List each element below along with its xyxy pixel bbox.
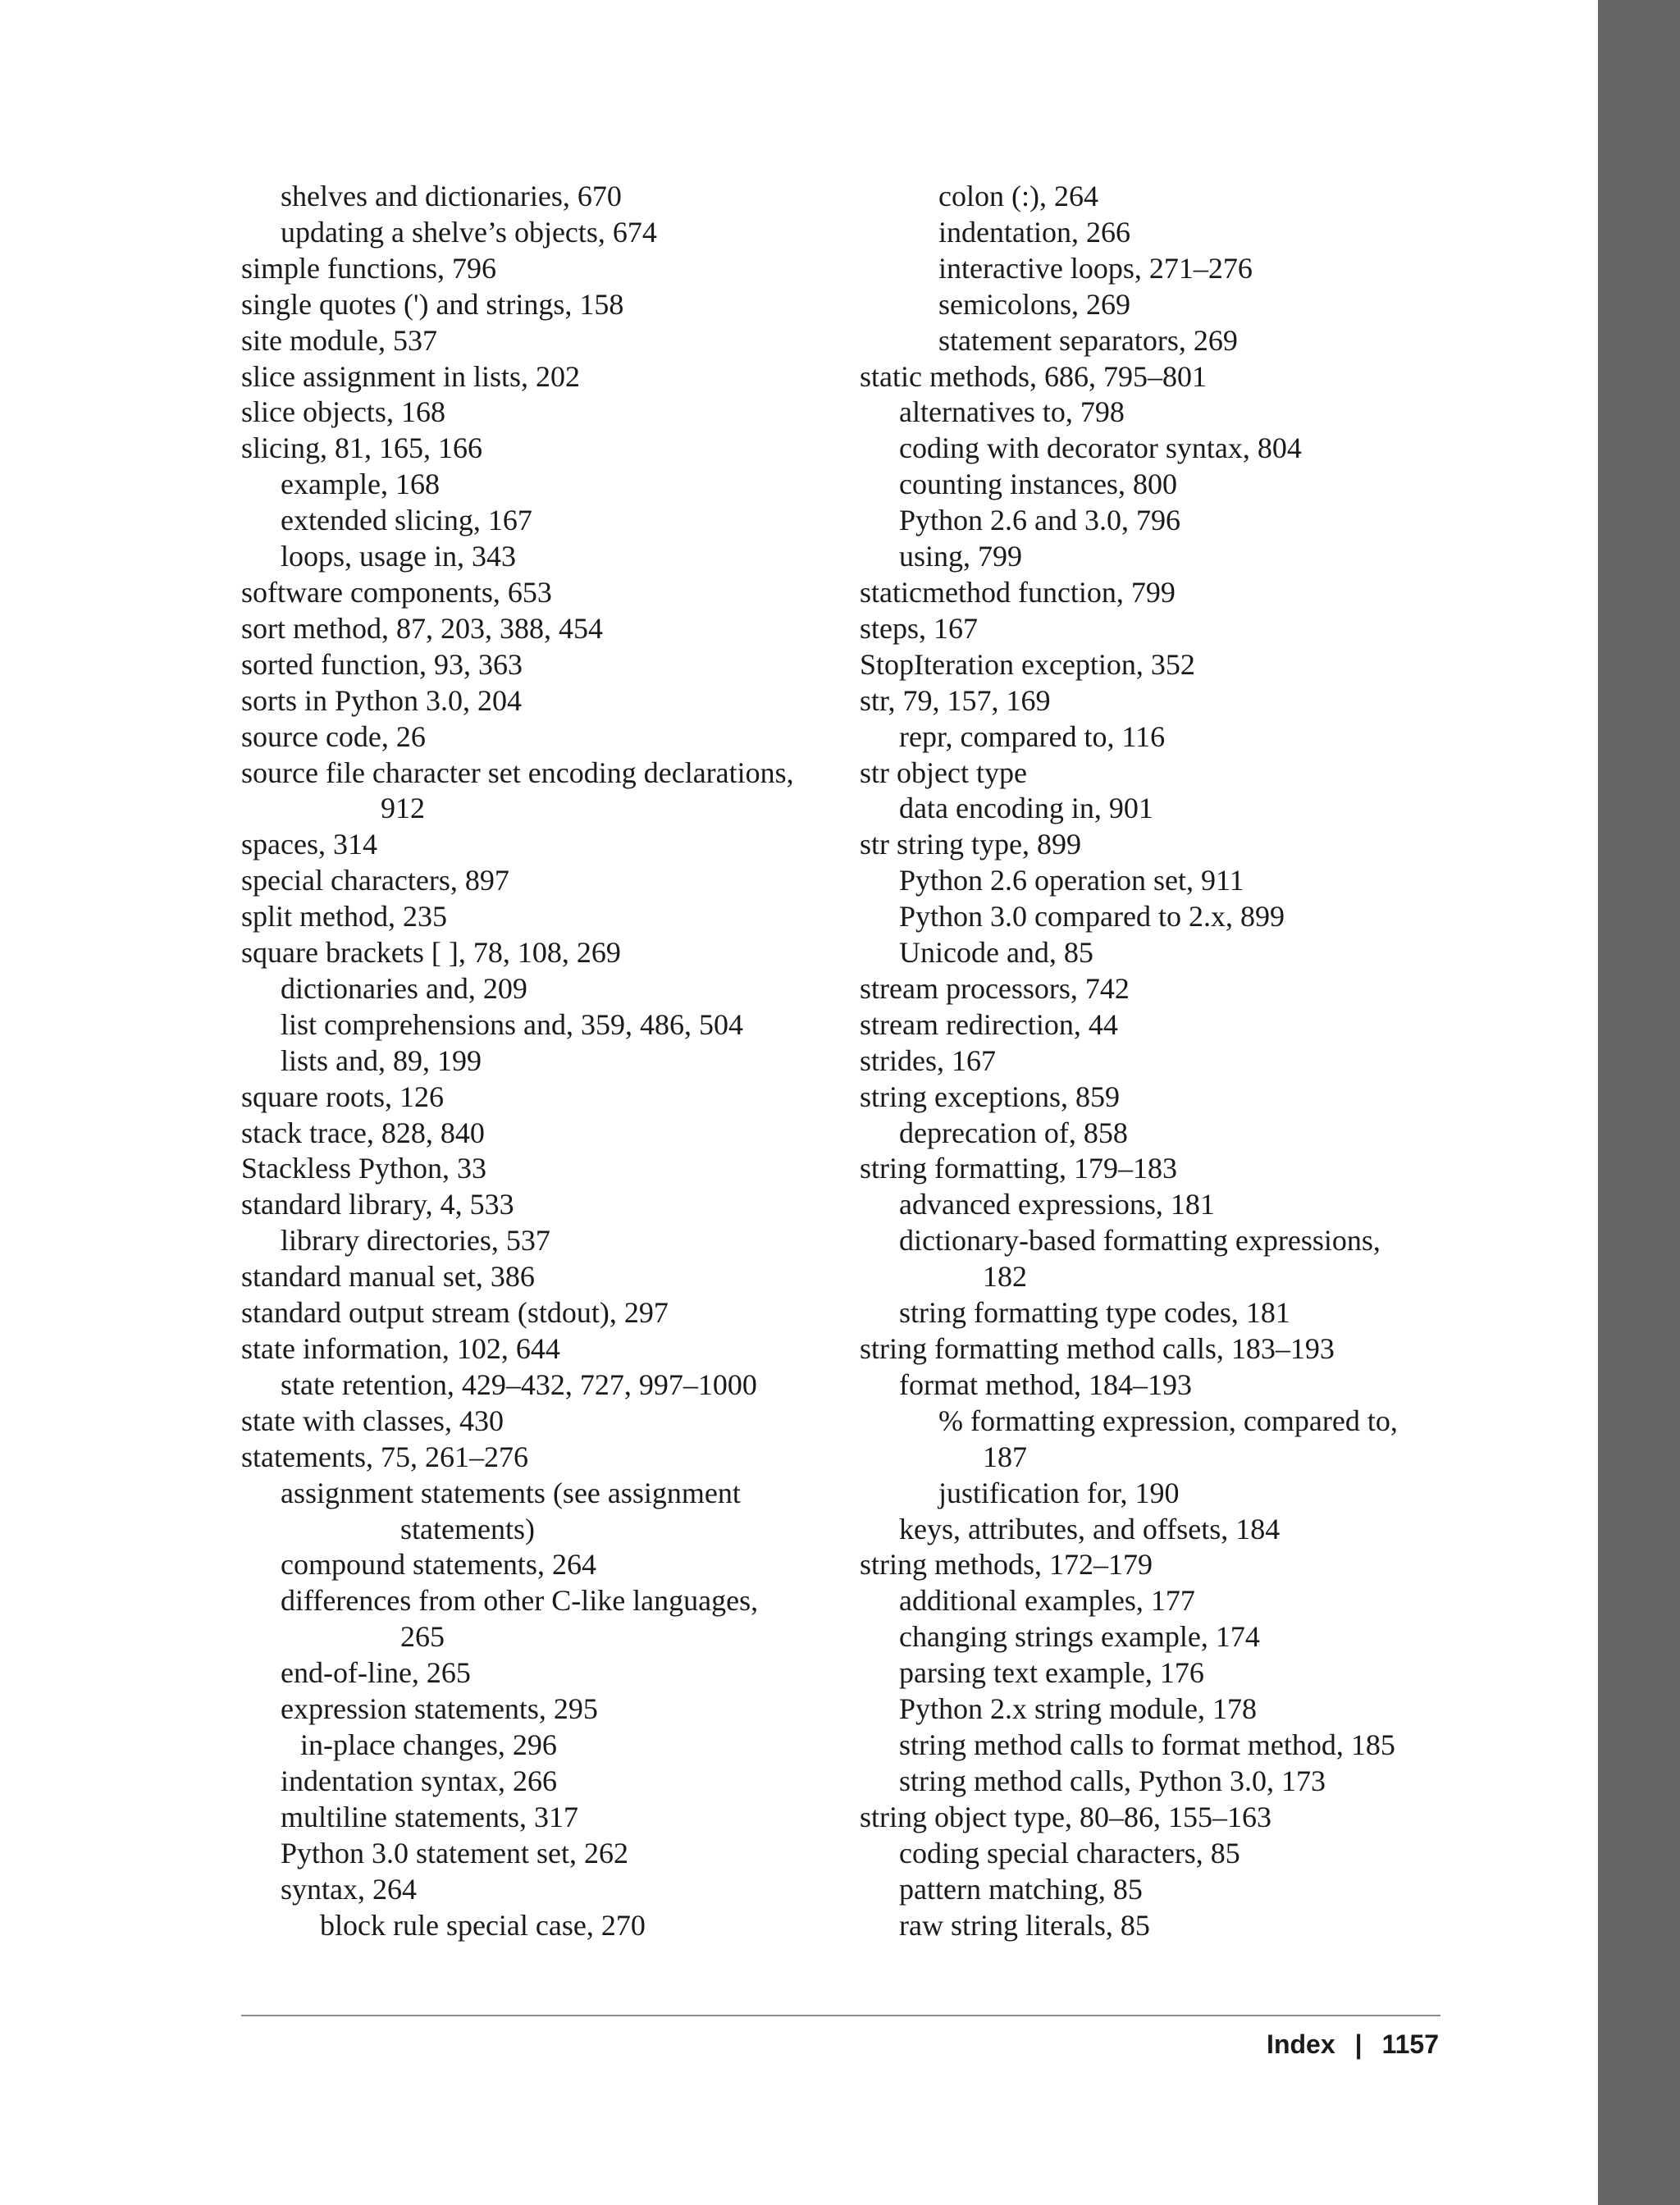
index-entry xyxy=(860,1764,1450,1800)
index-entry xyxy=(241,1836,832,1872)
index-entry xyxy=(241,1187,832,1223)
index-entry xyxy=(860,1043,1450,1080)
index-entry-text: statement separators, 269 xyxy=(938,323,1238,357)
index-entry-text: changing strings example, 174 xyxy=(899,1620,1260,1654)
index-entry xyxy=(241,179,832,215)
index-entry-text: differences from other C-like languages, xyxy=(281,1584,759,1618)
index-entry xyxy=(241,467,832,503)
index-entry-text: standard output stream (stdout), 297 xyxy=(241,1296,669,1330)
index-entry xyxy=(860,1007,1450,1043)
index-entry-continuation: 182 xyxy=(983,1260,1027,1294)
index-entry-text: string method calls to format method, 185 xyxy=(899,1728,1395,1761)
index-entry xyxy=(860,647,1450,683)
index-entry xyxy=(860,1800,1450,1836)
index-entry-continuation: 912 xyxy=(381,792,425,825)
index-entry xyxy=(241,899,832,935)
index-entry xyxy=(241,1295,832,1331)
index-entry-text: strides, 167 xyxy=(860,1043,996,1077)
index-entry xyxy=(241,359,832,395)
index-entry-text: semicolons, 269 xyxy=(938,287,1130,321)
index-entry-text: source code, 26 xyxy=(241,719,426,753)
index-entry xyxy=(241,1764,832,1800)
index-entry xyxy=(241,1800,832,1836)
index-entry-text: stream processors, 742 xyxy=(860,971,1130,1005)
index-entry-text: dictionaries and, 209 xyxy=(281,971,527,1005)
index-entry xyxy=(860,1367,1450,1404)
index-entry xyxy=(241,323,832,359)
index-entry xyxy=(241,1116,832,1152)
index-entry-text: % formatting expression, compared to, xyxy=(938,1404,1398,1437)
index-entry xyxy=(860,1512,1450,1548)
index-entry-text: sorted function, 93, 363 xyxy=(241,647,523,681)
index-entry xyxy=(241,611,832,647)
index-entry xyxy=(241,1223,832,1259)
index-entry-text: deprecation of, 858 xyxy=(899,1116,1128,1149)
index-entry-text: special characters, 897 xyxy=(241,864,509,897)
index-entry-text: site module, 537 xyxy=(241,323,437,357)
index-entry-text: indentation, 266 xyxy=(938,215,1130,249)
index-entry xyxy=(241,251,832,287)
index-entry-text: Python 3.0 statement set, 262 xyxy=(281,1836,628,1869)
index-entry xyxy=(860,431,1450,467)
index-entry xyxy=(860,1404,1450,1440)
index-entry xyxy=(241,1476,832,1512)
index-entry-text: split method, 235 xyxy=(241,900,447,934)
index-entry-text: slice assignment in lists, 202 xyxy=(241,359,580,393)
index-entry-text: string formatting method calls, 183–193 xyxy=(860,1332,1335,1365)
index-entry xyxy=(241,1583,832,1619)
index-entry-text: Python 2.6 operation set, 911 xyxy=(899,864,1244,897)
index-entry-text: single quotes (') and strings, 158 xyxy=(241,287,624,321)
index-entry-text: simple functions, 796 xyxy=(241,251,496,285)
index-entry xyxy=(860,1547,1450,1583)
index-entry xyxy=(241,431,832,467)
index-entry-text: stream redirection, 44 xyxy=(860,1007,1118,1041)
index-entry-text: Python 3.0 compared to 2.x, 899 xyxy=(899,900,1285,934)
index-entry xyxy=(860,1691,1450,1728)
index-entry-text: shelves and dictionaries, 670 xyxy=(281,180,622,212)
index-entry-text: source file character set encoding declarations, xyxy=(241,756,794,789)
index-entry xyxy=(860,1476,1450,1512)
index-entry xyxy=(860,179,1450,215)
index-entry xyxy=(241,1043,832,1080)
index-entry-text: dictionary-based formatting expressions, xyxy=(899,1224,1381,1258)
index-entry-text: raw string literals, 85 xyxy=(899,1908,1150,1942)
index-entry xyxy=(860,575,1450,611)
index-entry-text: updating a shelve’s objects, 674 xyxy=(281,215,657,249)
index-entry-text: statements, 75, 261–276 xyxy=(241,1440,528,1473)
index-entry xyxy=(860,395,1450,431)
index-entry xyxy=(241,1367,832,1404)
index-entry xyxy=(241,863,832,899)
index-entry xyxy=(860,1655,1450,1691)
page-edge-tab xyxy=(1598,0,1680,2205)
index-entry-text: advanced expressions, 181 xyxy=(899,1188,1215,1221)
index-entry xyxy=(241,1259,832,1295)
index-entry-text: slicing, 81, 165, 166 xyxy=(241,431,482,465)
index-entry xyxy=(241,683,832,719)
index-entry-text: interactive loops, 271–276 xyxy=(938,251,1253,285)
index-entry xyxy=(860,971,1450,1007)
index-entry-text: state with classes, 430 xyxy=(241,1404,504,1437)
index-entry xyxy=(860,791,1450,827)
index-entry xyxy=(241,1440,832,1476)
index-entry-text: syntax, 264 xyxy=(281,1872,417,1906)
index-entry xyxy=(241,756,832,792)
index-entry xyxy=(860,1583,1450,1619)
index-entry-text: multiline statements, 317 xyxy=(281,1800,578,1833)
index-entry-text: stack trace, 828, 840 xyxy=(241,1116,485,1149)
index-entry xyxy=(860,1872,1450,1908)
index-entry xyxy=(860,503,1450,539)
index-entry-text: expression statements, 295 xyxy=(281,1692,598,1726)
index-entry xyxy=(860,467,1450,503)
index-entry xyxy=(860,1331,1450,1367)
index-entry-text: keys, attributes, and offsets, 184 xyxy=(899,1512,1281,1545)
index-entry-text: additional examples, 177 xyxy=(899,1584,1195,1618)
index-entry-text: alternatives to, 798 xyxy=(899,395,1125,429)
index-entry-text: slice objects, 168 xyxy=(241,395,445,429)
index-entry-text: state retention, 429–432, 727, 997–1000 xyxy=(281,1367,757,1401)
index-entry xyxy=(860,1116,1450,1152)
footer-separator: | xyxy=(1354,2029,1363,2059)
page-footer xyxy=(1267,2029,1439,2060)
index-entry-text: state information, 102, 644 xyxy=(241,1332,560,1365)
index-entry xyxy=(241,1007,832,1043)
index-entry-text: coding with decorator syntax, 804 xyxy=(899,431,1302,465)
index-entry xyxy=(241,395,832,431)
index-entry xyxy=(241,719,832,756)
index-entry xyxy=(241,1547,832,1583)
index-entry-text: standard manual set, 386 xyxy=(241,1260,535,1294)
index-entry-text: colon (:), 264 xyxy=(938,180,1098,212)
index-entry xyxy=(860,1151,1450,1187)
index-entry xyxy=(241,1080,832,1116)
index-entry xyxy=(860,611,1450,647)
index-entry-text: justification for, 190 xyxy=(938,1476,1180,1509)
index-entry-text: square roots, 126 xyxy=(241,1080,444,1113)
index-entry-text: string exceptions, 859 xyxy=(860,1080,1120,1113)
index-entry-text: coding special characters, 85 xyxy=(899,1836,1240,1869)
index-entry xyxy=(860,1908,1450,1944)
index-entry-text: using, 799 xyxy=(899,540,1023,573)
index-entry xyxy=(860,1728,1450,1764)
index-entry xyxy=(860,539,1450,575)
index-entry-text: str object type xyxy=(860,756,1027,789)
index-entry-text: pattern matching, 85 xyxy=(899,1872,1143,1906)
index-entry xyxy=(860,251,1450,287)
index-entry xyxy=(860,287,1450,323)
index-entry-text: staticmethod function, 799 xyxy=(860,575,1176,609)
index-entry-text: repr, compared to, 116 xyxy=(899,719,1166,753)
index-entry-text: library directories, 537 xyxy=(281,1224,550,1258)
index-entry xyxy=(860,1836,1450,1872)
index-entry xyxy=(860,899,1450,935)
index-entry-continuation: 187 xyxy=(983,1440,1027,1473)
index-entry-text: counting instances, 800 xyxy=(899,468,1177,501)
index-entry xyxy=(241,287,832,323)
index-entry xyxy=(860,683,1450,719)
index-entry-text: string methods, 172–179 xyxy=(860,1548,1153,1582)
index-entry-text: spaces, 314 xyxy=(241,828,377,861)
index-entry xyxy=(241,1331,832,1367)
index-entry xyxy=(860,1187,1450,1223)
index-entry-text: Unicode and, 85 xyxy=(899,936,1093,970)
index-entry xyxy=(241,1728,832,1764)
index-entry-text: assignment statements (see assignment xyxy=(281,1476,741,1509)
index-entry xyxy=(241,575,832,611)
index-entry-text: string formatting, 179–183 xyxy=(860,1152,1177,1185)
index-entry xyxy=(241,971,832,1007)
index-entry-text: str, 79, 157, 169 xyxy=(860,683,1051,717)
page-number: 1157 xyxy=(1381,2029,1439,2059)
index-entry-text: lists and, 89, 199 xyxy=(281,1043,482,1077)
index-entry xyxy=(860,756,1450,792)
index-entry-text: sorts in Python 3.0, 204 xyxy=(241,683,523,717)
index-entry xyxy=(860,323,1450,359)
index-entry-text: data encoding in, 901 xyxy=(899,792,1153,825)
index-entry-text: Python 2.x string module, 178 xyxy=(899,1692,1258,1726)
index-entry xyxy=(241,935,832,971)
index-entry-text: example, 168 xyxy=(281,468,440,501)
index-entry-text: parsing text example, 176 xyxy=(899,1656,1204,1690)
index-entry-text: standard library, 4, 533 xyxy=(241,1188,514,1221)
index-entry xyxy=(860,827,1450,863)
index-entry-text: StopIteration exception, 352 xyxy=(860,647,1195,681)
index-entry-text: compound statements, 264 xyxy=(281,1548,596,1582)
index-column-left xyxy=(241,179,832,1943)
index-entry-text: Python 2.6 and 3.0, 796 xyxy=(899,504,1181,537)
index-entry xyxy=(860,863,1450,899)
index-entry-text: square brackets [ ], 78, 108, 269 xyxy=(241,936,621,970)
index-column-right xyxy=(860,179,1450,1943)
index-entry xyxy=(241,1655,832,1691)
index-entry-text: list comprehensions and, 359, 486, 504 xyxy=(281,1007,743,1041)
index-entry-text: software components, 653 xyxy=(241,575,552,609)
index-entry xyxy=(241,503,832,539)
index-entry-text: string formatting type codes, 181 xyxy=(899,1296,1290,1330)
index-entry xyxy=(860,1223,1450,1259)
index-entry xyxy=(241,1872,832,1908)
index-entry xyxy=(241,1908,832,1944)
index-entry-text: block rule special case, 270 xyxy=(320,1908,646,1942)
index-entry xyxy=(860,935,1450,971)
index-entry xyxy=(860,719,1450,756)
index-entry xyxy=(241,1404,832,1440)
index-entry-text: string method calls, Python 3.0, 173 xyxy=(899,1764,1326,1797)
index-entry-text: indentation syntax, 266 xyxy=(281,1764,557,1797)
index-entry xyxy=(241,215,832,251)
index-entry-text: static methods, 686, 795–801 xyxy=(860,359,1207,393)
footer-section-label: Index xyxy=(1267,2029,1335,2059)
index-entry xyxy=(860,1295,1450,1331)
index-entry xyxy=(241,1691,832,1728)
index-entry xyxy=(241,539,832,575)
footer-rule xyxy=(241,2015,1440,2016)
index-entry xyxy=(860,1080,1450,1116)
index-entry xyxy=(241,1151,832,1187)
index-entry-text: str string type, 899 xyxy=(860,828,1081,861)
index-entry-text: in-place changes, 296 xyxy=(300,1728,557,1761)
index-entry-text: Stackless Python, 33 xyxy=(241,1152,487,1185)
index-entry xyxy=(860,359,1450,395)
index-entry-text: steps, 167 xyxy=(860,611,978,645)
index-entry xyxy=(860,1619,1450,1655)
index-entry-text: sort method, 87, 203, 388, 454 xyxy=(241,611,603,645)
index-entry xyxy=(241,827,832,863)
index-entry-text: loops, usage in, 343 xyxy=(281,540,516,573)
index-entry-continuation: statements) xyxy=(400,1512,535,1545)
index-entry-text: string object type, 80–86, 155–163 xyxy=(860,1800,1271,1833)
index-entry-continuation: 265 xyxy=(400,1620,445,1654)
index-entry xyxy=(241,647,832,683)
index-entry-text: format method, 184–193 xyxy=(899,1367,1192,1401)
index-entry-text: extended slicing, 167 xyxy=(281,504,532,537)
index-entry xyxy=(860,215,1450,251)
index-entry-text: end-of-line, 265 xyxy=(281,1656,471,1690)
